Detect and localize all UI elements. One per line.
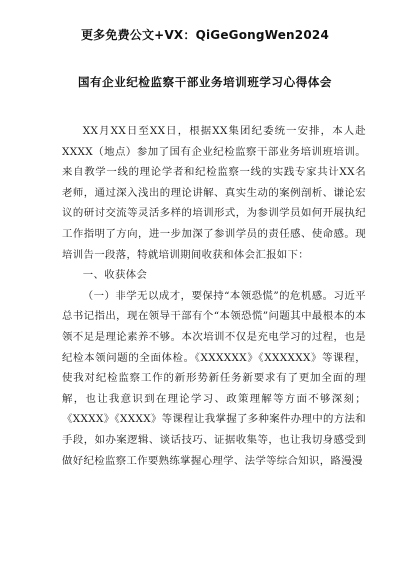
header-banner: 更多免费公文+VX：QiGeGongWen2024 bbox=[80, 28, 329, 42]
point-one-paragraph: （一）非学无以成才，要保持“本领恐慌”的危机感。习近平总书记指出，现在领导干部有个“本领恐慌”问题其中最根本的本领不足是理论素养不够。本次培训不仅是充电学习的过程，也是纪检本领问题的全面体检。《XXXXXX》《XXXXXX》等课程，使我对纪检监察工作的新形势新任务新要求有了更加全面的理解，也让我意识到在理论学习、政策理解等方面不够深刻；《XXXX》《XXXX》等课程让我掌握了多种案件办理中的方法和手段，如办案逻辑、谈话技巧、证据收集等，也让我切身感受到做好纪检监察工作要熟练掌握心理学、法学等综合知识，路漫漫 bbox=[62, 289, 366, 467]
intro-paragraph: XX月XX日至XX日，根据XX集团纪委统一安排，本人赴XXXX（地点）参加了国有企业纪检监察干部业务培训班培训。来自教学一线的理论学者和纪检监察一线的实践专家共计XX名老师，通过深入浅出的理论讲解、真实生动的案例剖析、谦论宏议的研讨交流等灵活多样的培训形式，为参训学员如何开展执纪工作指明了方向，进一步加深了参训学员的责任感、使命感。现培训告一段落，特就培训期间收获和体会汇报如下： bbox=[62, 125, 366, 261]
document-body bbox=[62, 121, 366, 471]
section-heading: 一、收获体会 bbox=[82, 269, 148, 282]
document-title: 国有企业纪检监察干部业务培训班学习心得体会 bbox=[77, 75, 333, 89]
